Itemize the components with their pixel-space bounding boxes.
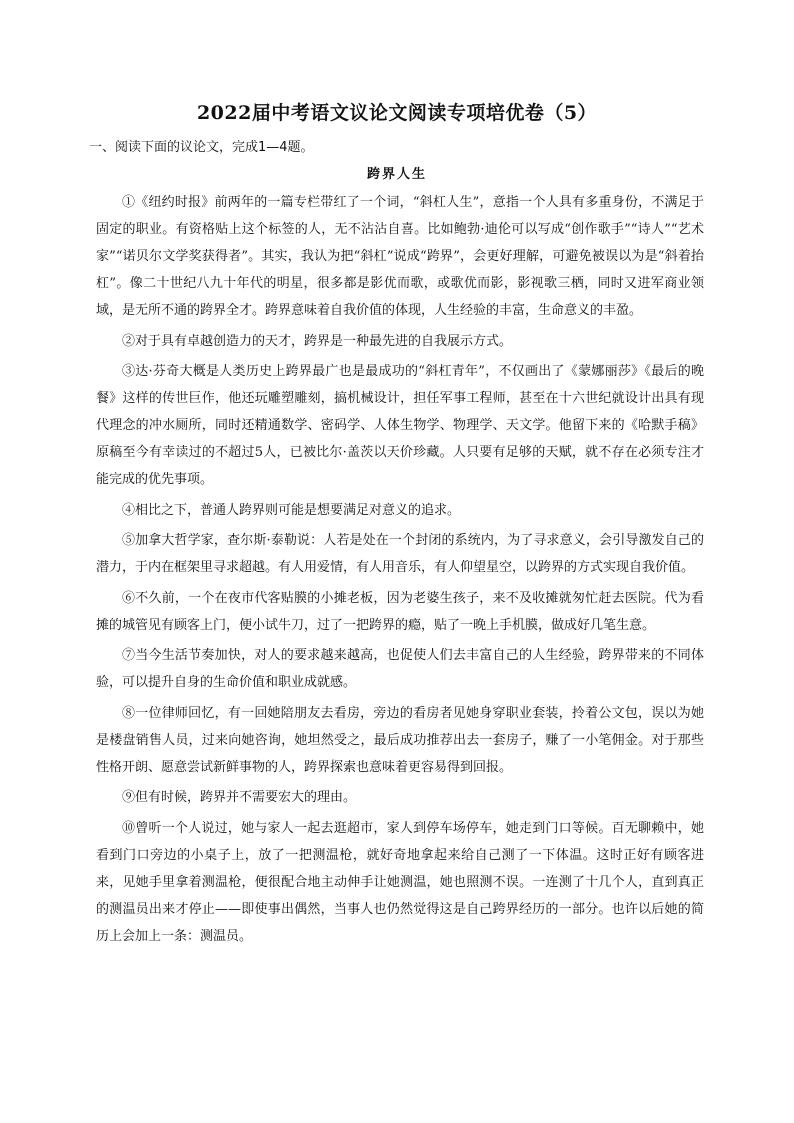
paragraph-8: ⑧一位律师回忆，有一回她陪朋友去看房，旁边的看房者见她身穿职业套装，拎着公文包，误以为她是楼盘销售人员，过来向她咨询，她坦然受之，最后成功推荐出去一套房子，赚了一小笔佣金。对于那些性格开朗、愿意尝试新鲜事物的人，跨界探索也意味着更容易得到回报。 (96, 705, 704, 775)
paragraph-10: ⑩曾听一个人说过，她与家人一起去逛超市，家人到停车场停车，她走到门口等候。百无聊赖中，她看到门口旁边的小桌子上，放了一把测温枪，就好奇地拿起来给自己测了一下体温。这时正好有顾客进来，见她手里拿着测温枪，便很配合地主动伸手让她测温，她也照测不误。一连测了十几个人，直到真正的测温员出来才停止——即使事出偶然，当事人也仍然觉得这是自己跨界经历的一部分。也许以后她的简历上会加上一条：测温员。 (96, 820, 704, 944)
paragraph-7: ⑦当今生活节奏加快，对人的要求越来越高，也促使人们去丰富自己的人生经验，跨界带来的不同体验，可以提升自身的生命价值和职业成就感。 (96, 648, 704, 690)
paragraph-1: ①《纽约时报》前两年的一篇专栏带红了一个词，“斜杠人生”，意指一个人具有多重身份，不满足于固定的职业。有资格贴上这个标签的人，无不沾沾自喜。比如鲍勃·迪伦可以写成“创作歌手”“诗人”“艺术家”“诺贝尔文学奖获得者”。其实，我认为把“斜杠”说成“跨界”，会更好理解，可避免被误以为是“斜着抬杠”。像二十世纪八九十年代的明星，很多都是影优而歌，或歌优而影，影视歌三栖，同时又进军商业领域，是无所不通的跨界全才。跨界意味着自我价值的体现，人生经验的丰富，生命意义的丰盈。 (96, 195, 704, 318)
paragraph-9: ⑨但有时候，跨界并不需要宏大的理由。 (122, 790, 357, 805)
article-title: 跨界人生 (366, 167, 427, 182)
paragraph-3: ③达·芬奇大概是人类历史上跨界最广也是最成功的“斜杠青年”，不仅画出了《蒙娜丽莎》《最后的晚餐》这样的传世巨作，他还玩雕塑雕刻，搞机械设计，担任军事工程师，甚至在十六世纪就设计出具有现代理念的冲水厕所，同时还精通数学、密码学、人体生物学、物理学、天文学。他留下来的《哈默手稿》原稿至今有幸读过的不超过5人，已被比尔·盖茨以天价珍藏。人只要有足够的天赋，就不存在必须专注才能完成的优先事项。 (96, 364, 704, 487)
paragraph-2: ②对于具有卓越创造力的天才，跨界是一种最先进的自我展示方式。 (122, 333, 513, 349)
question-instruction: 一、阅读下面的议论文，完成1—4题。 (89, 140, 314, 155)
paragraph-6: ⑥不久前，一个在夜市代客贴膜的小摊老板，因为老婆生孩子，来不及收摊就匆忙赶去医院。代为看摊的城管见有顾客上门，便小试牛刀，过了一把跨界的瘾，贴了一晚上手机膜，做成好几笔生意。 (96, 590, 704, 633)
paragraph-5: ⑤加拿大哲学家，查尔斯·泰勒说：人若是处在一个封闭的系统内，为了寻求意义，会引导激发自己的潜力，于内在框架里寻求超越。有人用爱情，有人用音乐，有人仰望星空，以跨界的方式实现自我价值。 (96, 533, 704, 575)
paragraph-4: ④相比之下，普通人跨界则可能是想要满足对意义的追求。 (122, 502, 461, 518)
document-title: 2022届中考语文议论文阅读专项培优卷（5） (196, 102, 598, 124)
article-body (96, 189, 704, 953)
